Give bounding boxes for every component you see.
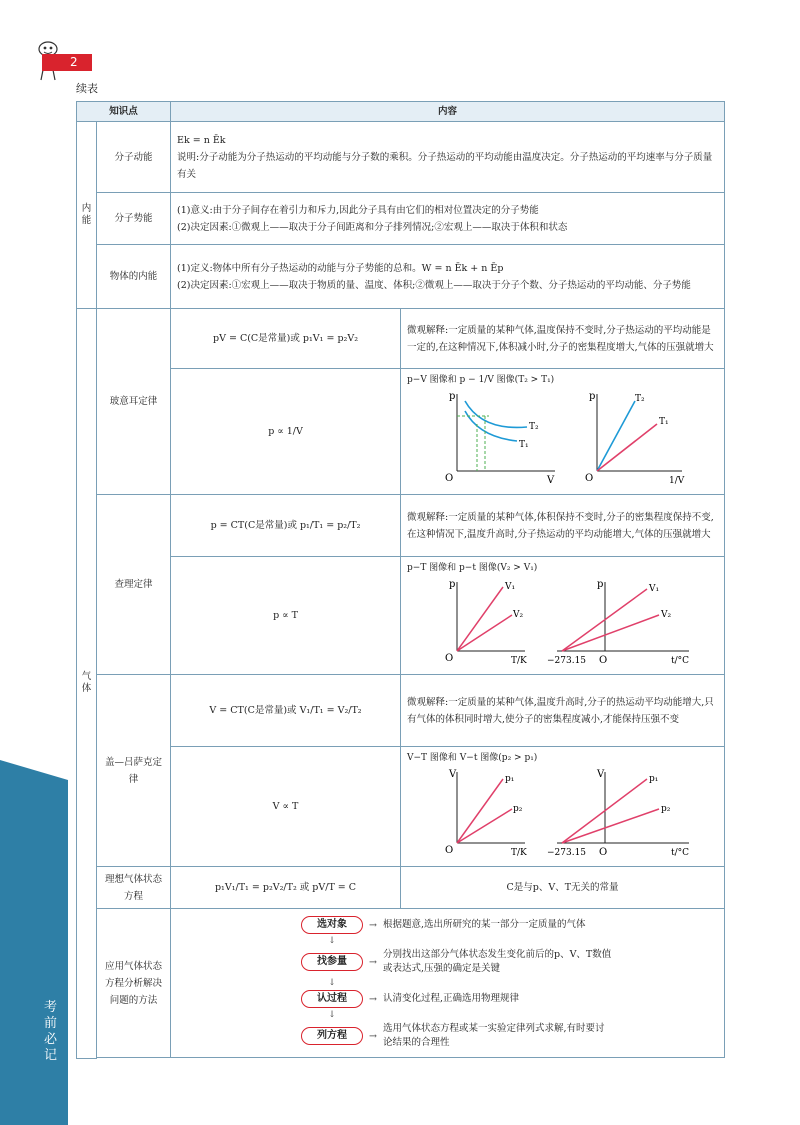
table-row xyxy=(77,122,725,193)
origin-label: O xyxy=(585,473,594,484)
graph-cell xyxy=(401,369,725,495)
label-v2: V₂ xyxy=(513,610,524,620)
topic-name: 理想气体状态方程 xyxy=(97,867,171,909)
table-row xyxy=(77,369,725,495)
graph-title: V−T 图像和 V−t 图像(p₂ > p₁) xyxy=(407,753,538,763)
boyle-graphs xyxy=(407,389,707,485)
text-line: (1)定义:物体中所有分子热运动的动能与分子势能的总和。W = n Ēk + n Ēp xyxy=(177,262,504,274)
formula: p₁V₁/T₁ = p₂V₂/T₂ 或 pV/T = C xyxy=(171,867,401,909)
label-p2: p₂ xyxy=(661,804,671,814)
v-t-graph xyxy=(445,769,527,857)
flow-step-box: 找参量 xyxy=(301,953,363,971)
topic-name: 应用气体状态方程分析解决问题的方法 xyxy=(97,909,171,1058)
flow-chart xyxy=(171,909,725,1058)
absolute-zero-label: −273.15 xyxy=(547,656,587,665)
proportion: p ∝ 1/V xyxy=(171,369,401,495)
topic-name: 物体的内能 xyxy=(97,245,171,309)
formula: p = CT(C是常量)或 p₁/T₁ = p₂/T₂ xyxy=(171,495,401,557)
label-v2: V₂ xyxy=(661,610,672,620)
arrow-right-icon: → xyxy=(369,1030,377,1042)
p-t-graph xyxy=(445,579,527,665)
table-row xyxy=(77,245,725,309)
note: C是与p、V、T无关的常量 xyxy=(401,867,725,909)
label-p1: p₁ xyxy=(505,774,515,784)
description: 说明:分子动能为分子热运动的平均动能与分子数的乘积。分子热运动的平均动能由温度决定。分子热运动的平均速率与分子质量有关 xyxy=(177,151,713,180)
page-number: 2 xyxy=(70,55,78,69)
graph-title: p−V 图像和 p − 1/V 图像(T₂ > T₁) xyxy=(407,375,555,385)
axis-label-p: p xyxy=(589,391,596,402)
absolute-zero-label: −273.15 xyxy=(547,848,587,857)
origin-label: O xyxy=(599,655,608,665)
axis-label-tc: t/°C xyxy=(671,848,690,857)
table-header-row xyxy=(77,102,725,122)
origin-label: O xyxy=(599,847,608,857)
line-t2 xyxy=(597,401,635,471)
flow-step xyxy=(301,916,714,934)
flow-step xyxy=(301,948,714,976)
flow-steps xyxy=(301,916,714,1050)
header-content: 内容 xyxy=(171,102,725,122)
explanation: 微观解释:一定质量的某种气体,温度保持不变时,分子热运动的平均动能是一定的,在这种情况下,体积减小时,分子的密集程度增大,气体的压强就增大 xyxy=(401,309,725,369)
p-tc-graph xyxy=(547,579,689,665)
formula: pV = C(C是常量)或 p₁V₁ = p₂V₂ xyxy=(171,309,401,369)
arrow-down-icon: ↓ xyxy=(328,936,336,946)
topic-name: 分子动能 xyxy=(97,122,171,193)
origin-label: O xyxy=(445,845,454,856)
category-internal-energy: 内能 xyxy=(77,122,97,309)
page-number-tab xyxy=(42,54,92,71)
topic-name: 玻意耳定律 xyxy=(97,309,171,495)
table-row xyxy=(77,557,725,675)
arrow-down-icon: ↓ xyxy=(328,1010,336,1020)
header-knowledge: 知识点 xyxy=(77,102,171,122)
flow-step-text: 认清变化过程,正确选用物理规律 xyxy=(382,993,520,1004)
axis-label-p: p xyxy=(449,391,456,402)
label-t2: T₂ xyxy=(529,422,539,432)
axis-label-tk: T/K xyxy=(511,656,527,665)
topic-content xyxy=(171,245,725,309)
graph-cell xyxy=(401,747,725,867)
continued-label: 续表 xyxy=(76,82,98,95)
label-p1: p₁ xyxy=(649,774,659,784)
flow-step-box: 认过程 xyxy=(301,990,363,1008)
label-p2: p₂ xyxy=(513,804,523,814)
p-v-graph xyxy=(445,391,555,485)
topic-content xyxy=(171,193,725,245)
graph-cell xyxy=(401,557,725,675)
text-line: (1)意义:由于分子间存在着引力和斥力,因此分子具有由它们的相对位置决定的分子势能 xyxy=(177,204,539,216)
side-band xyxy=(0,780,68,1125)
graph-title: p−T 图像和 p−t 图像(V₂ > V₁) xyxy=(407,563,538,573)
label-v1: V₁ xyxy=(649,584,660,594)
table-row xyxy=(77,675,725,747)
table-row xyxy=(77,193,725,245)
side-label: 考前必记 xyxy=(44,1000,58,1063)
origin-label: O xyxy=(445,653,454,664)
topic-name: 查理定律 xyxy=(97,495,171,675)
flow-step xyxy=(301,1022,714,1050)
axis-label-tc: t/°C xyxy=(671,656,690,665)
axis-label-v: V xyxy=(547,475,555,485)
origin-label: O xyxy=(445,473,454,484)
flow-step-text: 选用气体状态方程或某一实验定律列式求解,有时要讨论结果的合理性 xyxy=(382,1023,605,1048)
knowledge-table xyxy=(76,101,725,1059)
flow-step-text: 分别找出这部分气体状态发生变化前后的p、V、T数值或表达式,压强的确定是关键 xyxy=(382,949,612,974)
arrow-right-icon: → xyxy=(369,993,377,1005)
arrow-right-icon: → xyxy=(369,956,377,968)
topic-name: 分子势能 xyxy=(97,193,171,245)
axis-label-p: p xyxy=(597,579,604,590)
table-row xyxy=(77,867,725,909)
axis-label-inv-v: 1/V xyxy=(669,476,685,485)
flow-step-text: 根据题意,选出所研究的某一部分一定质量的气体 xyxy=(382,919,586,930)
charles-graphs xyxy=(407,577,707,665)
topic-name: 盖—吕萨克定律 xyxy=(97,675,171,867)
axis-label-v: V xyxy=(449,769,457,780)
label-t1: T₁ xyxy=(659,417,669,427)
topic-content xyxy=(171,122,725,193)
table-row xyxy=(77,909,725,1058)
axis-label-p: p xyxy=(449,579,456,590)
explanation: 微观解释:一定质量的某种气体,体积保持不变时,分子的密集程度保持不变,在这种情况下,温度升高时,分子热运动的平均动能增大,气体的压强就增大 xyxy=(401,495,725,557)
label-t1: T₁ xyxy=(519,440,529,450)
proportion: p ∝ T xyxy=(171,557,401,675)
label-t2: T₂ xyxy=(635,394,645,404)
flow-step xyxy=(301,990,714,1008)
arrow-right-icon: → xyxy=(369,919,377,931)
explanation: 微观解释:一定质量的某种气体,温度升高时,分子的热运动平均动能增大,只有气体的体积同时增大,使分子的密集程度减小,才能保持压强不变 xyxy=(401,675,725,747)
line-t1 xyxy=(597,424,657,471)
flow-step-box: 选对象 xyxy=(301,916,363,934)
table-row xyxy=(77,309,725,369)
axis-label-v: V xyxy=(597,769,605,780)
text-line: (2)决定因素:①宏观上——取决于物质的量、温度、体积;②微观上——取决于分子个数、分子热运动的平均动能、分子势能 xyxy=(177,279,691,291)
formula: Ek = n Ēk xyxy=(177,134,226,146)
axis-label-tk: T/K xyxy=(511,848,527,857)
table-row xyxy=(77,495,725,557)
category-gas: 气体 xyxy=(77,309,97,1059)
formula: V = CT(C是常量)或 V₁/T₁ = V₂/T₂ xyxy=(171,675,401,747)
text-line: (2)决定因素:①微观上——取决于分子间距离和分子排列情况;②宏观上——取决于体积和状态 xyxy=(177,221,568,233)
v-tc-graph xyxy=(547,769,689,857)
arrow-down-icon: ↓ xyxy=(328,978,336,988)
gaylussac-graphs xyxy=(407,767,707,857)
flow-step-box: 列方程 xyxy=(301,1027,363,1045)
table-row xyxy=(77,747,725,867)
p-invv-graph xyxy=(585,391,685,485)
proportion: V ∝ T xyxy=(171,747,401,867)
label-v1: V₁ xyxy=(505,582,516,592)
